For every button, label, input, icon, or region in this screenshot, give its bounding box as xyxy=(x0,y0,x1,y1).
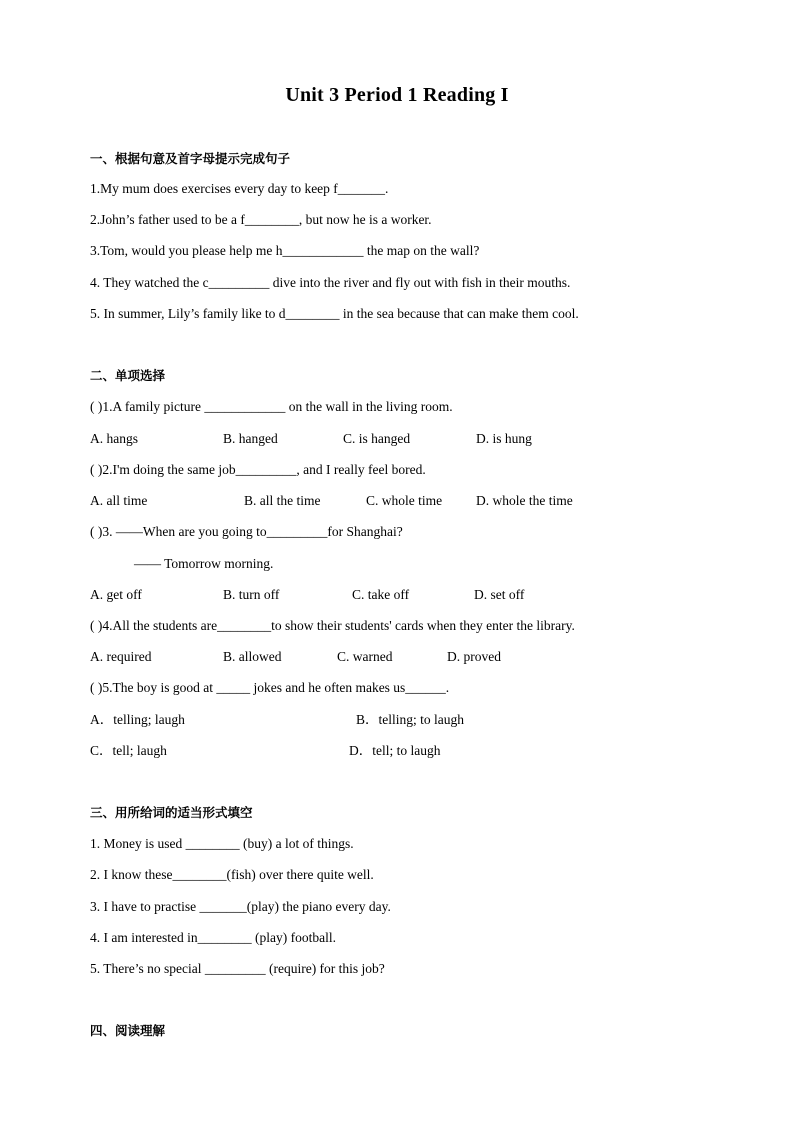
q2-option-a: A. all time xyxy=(90,493,148,508)
q2-option-c: C. whole time xyxy=(366,493,443,508)
section2-heading: 二、单项选择 xyxy=(90,368,166,383)
question-4: ( )4.All the students are________to show their students' cards when they enter the library. xyxy=(90,618,575,633)
section1-heading: 一、根据句意及首字母提示完成句子 xyxy=(90,151,291,166)
q5-option-b: B．telling; to laugh xyxy=(356,712,464,727)
q1-option-a: A. hangs xyxy=(90,431,138,446)
q2-option-b: B. all the time xyxy=(244,493,321,508)
q5-option-a: A．telling; laugh xyxy=(90,712,185,727)
section1-item: 3.Tom, would you please help me h____________ the map on the wall? xyxy=(90,243,480,258)
section1-item: 2.John’s father used to be a f________, but now he is a worker. xyxy=(90,212,432,227)
q4-option-b: B. allowed xyxy=(223,649,282,664)
question-5: ( )5.The boy is good at _____ jokes and he often makes us______. xyxy=(90,680,450,695)
q5-option-d: D．tell; to laugh xyxy=(349,743,441,758)
section3-heading: 三、用所给词的适当形式填空 xyxy=(90,805,253,820)
section3-item: 3. I have to practise _______(play) the piano every day. xyxy=(90,899,391,914)
q3-option-d: D. set off xyxy=(474,587,525,602)
section3-item: 2. I know these________(fish) over there quite well. xyxy=(90,867,374,882)
q3-option-a: A. get off xyxy=(90,587,142,602)
section3-item: 5. There’s no special _________ (require) for this job? xyxy=(90,961,385,976)
q1-option-c: C. is hanged xyxy=(343,431,411,446)
section1-item: 4. They watched the c_________ dive into the river and fly out with fish in their mouths. xyxy=(90,275,571,290)
section3-item: 4. I am interested in________ (play) football. xyxy=(90,930,336,945)
q4-option-a: A. required xyxy=(90,649,152,664)
section1-item: 1.My mum does exercises every day to keep f_______. xyxy=(90,181,389,196)
q1-option-b: B. hanged xyxy=(223,431,278,446)
section4-heading: 四、阅读理解 xyxy=(90,1023,166,1038)
q2-option-d: D. whole the time xyxy=(476,493,573,508)
section3-item: 1. Money is used ________ (buy) a lot of things. xyxy=(90,836,354,851)
question-3: ( )3. ——When are you going to_________for Shanghai? xyxy=(90,524,403,539)
q1-option-d: D. is hung xyxy=(476,431,532,446)
page-title: Unit 3 Period 1 Reading I xyxy=(285,84,509,106)
question-1: ( )1.A family picture ____________ on the wall in the living room. xyxy=(90,399,453,414)
q4-option-d: D. proved xyxy=(447,649,501,664)
q4-option-c: C. warned xyxy=(337,649,393,664)
section1-item: 5. In summer, Lily’s family like to d________ in the sea because that can make them cool. xyxy=(90,306,579,321)
q3-option-b: B. turn off xyxy=(223,587,280,602)
q3-option-c: C. take off xyxy=(352,587,410,602)
q5-option-c: C．tell; laugh xyxy=(90,743,167,758)
question-2: ( )2.I'm doing the same job_________, and I really feel bored. xyxy=(90,462,426,477)
question-3-reply: —— Tomorrow morning. xyxy=(134,556,274,571)
